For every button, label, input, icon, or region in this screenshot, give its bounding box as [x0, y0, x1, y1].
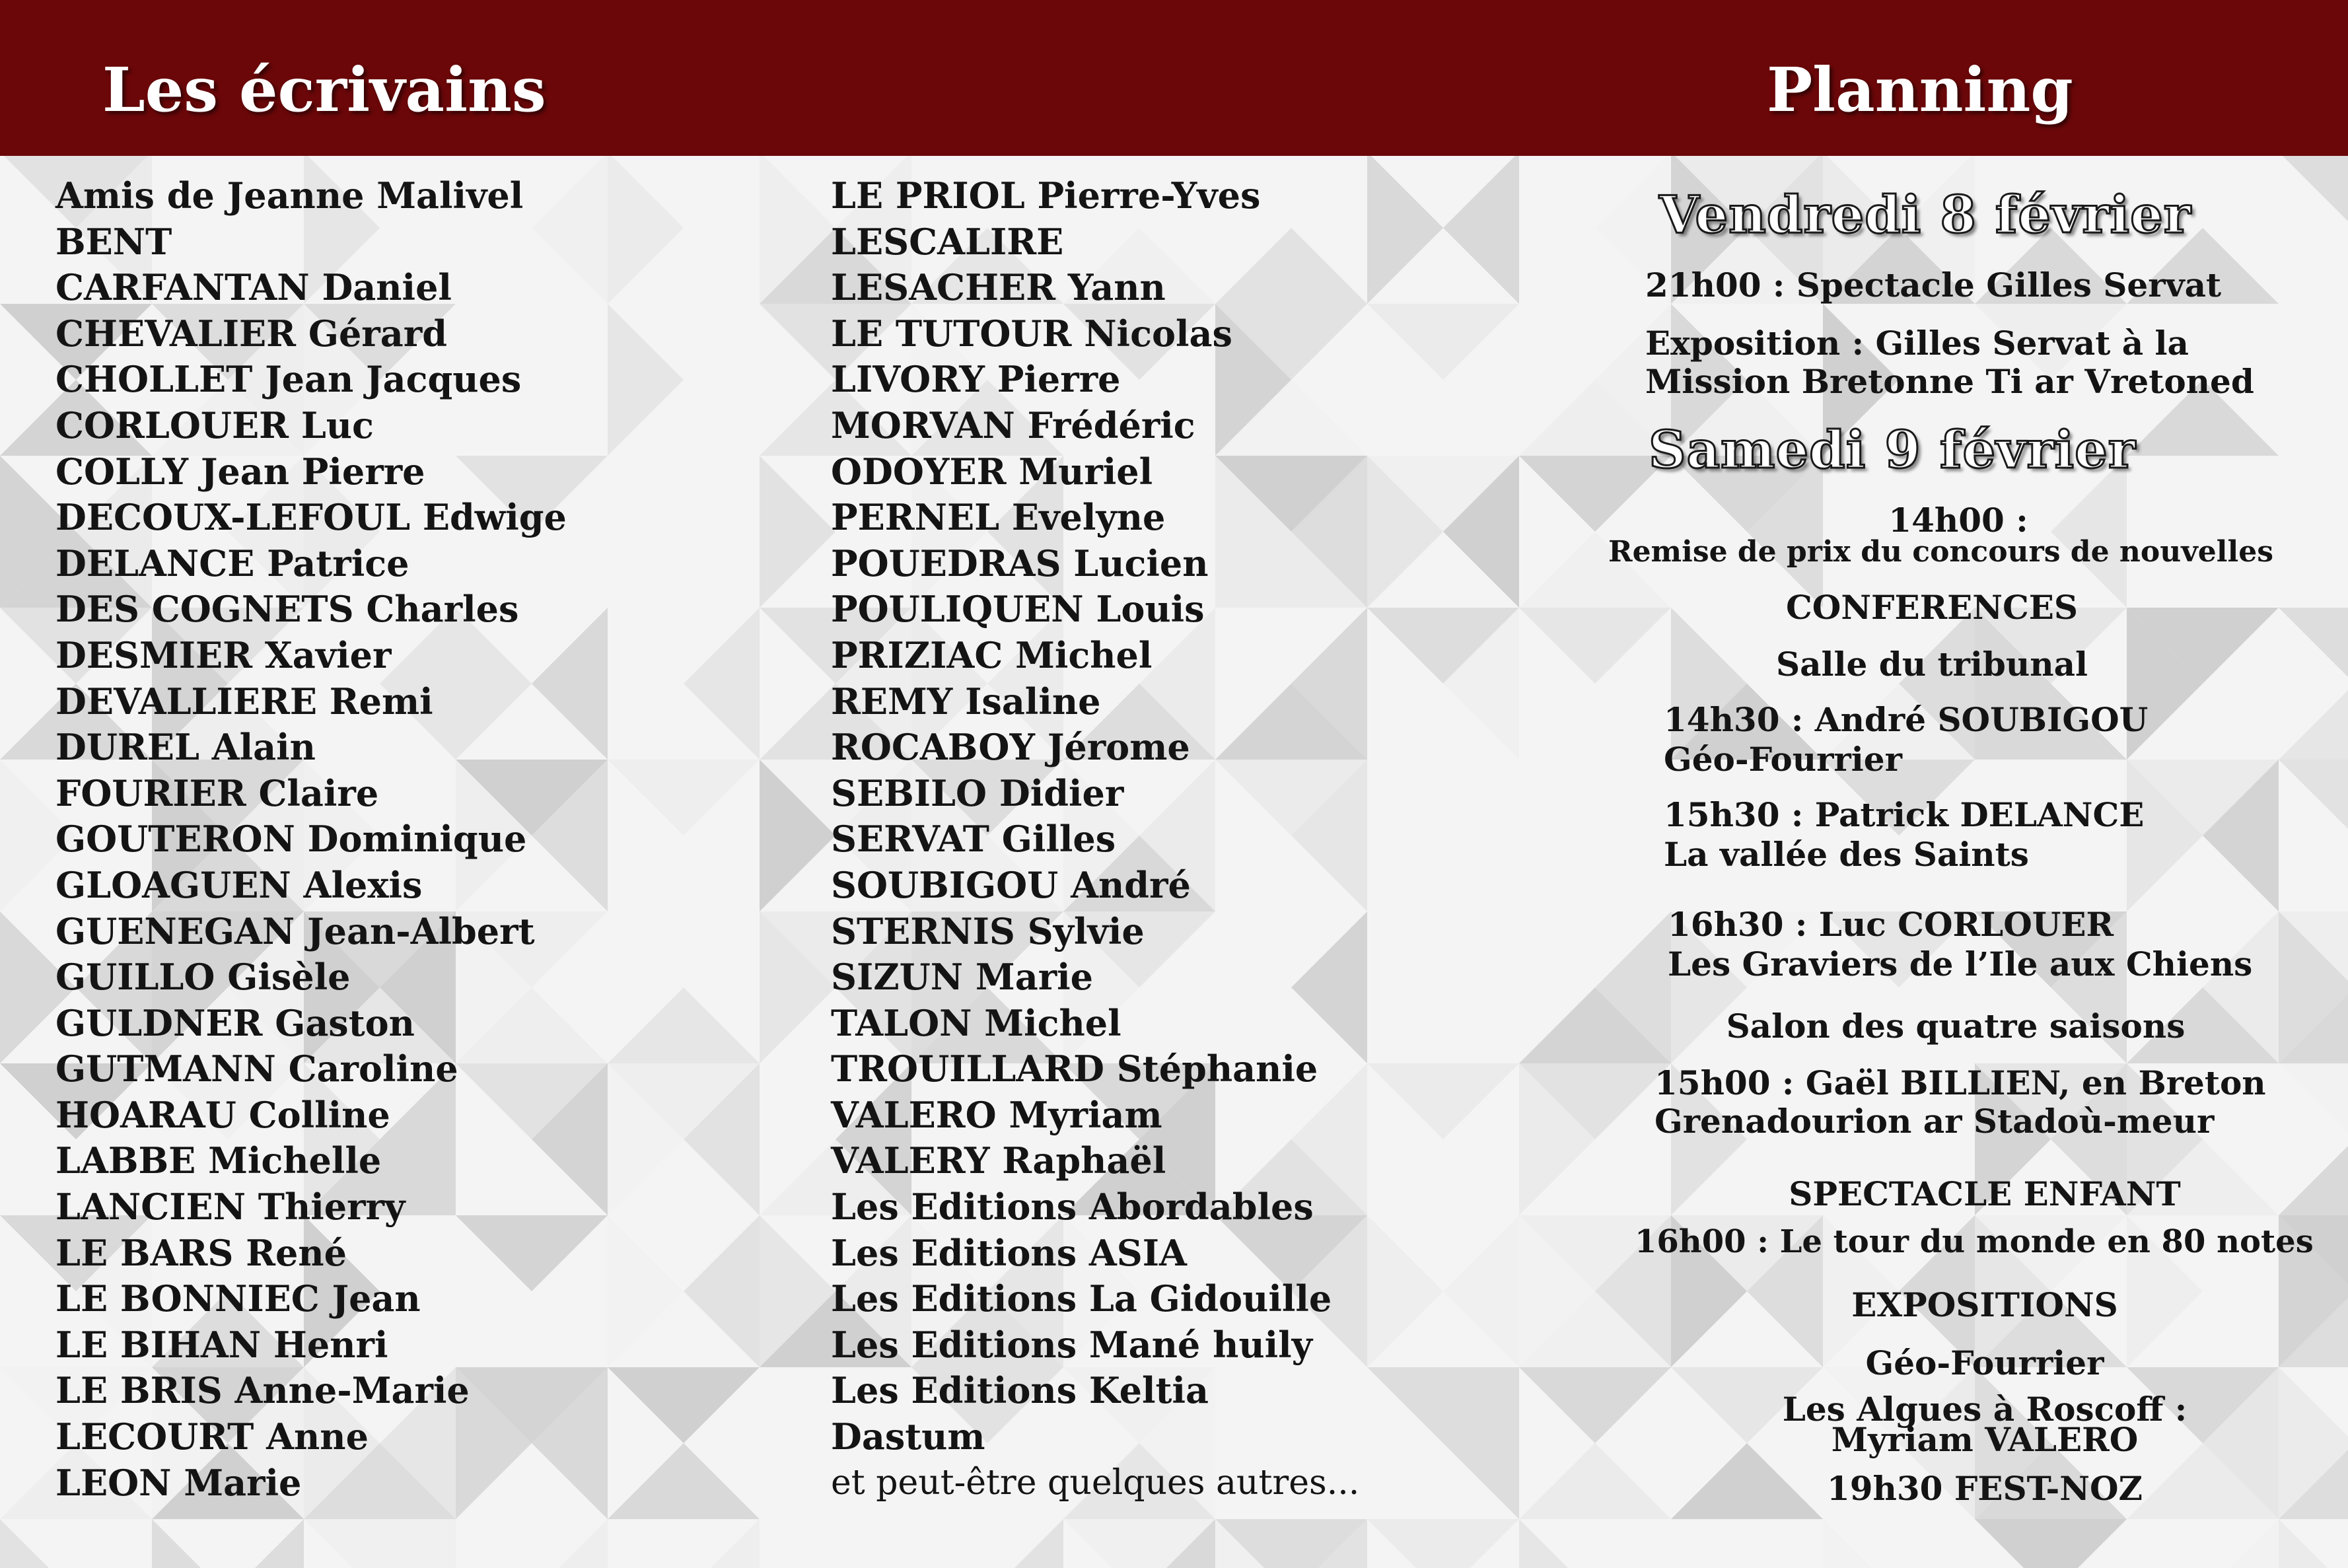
conferences-heading: CONFERENCES [1785, 588, 2079, 627]
saturday-heading: Samedi 9 février [1649, 420, 2136, 480]
writer-name: MORVAN Frédéric [831, 404, 1195, 446]
talk1-line1: 14h30 : André SOUBIGOU [1664, 700, 2149, 739]
writer-name: LE PRIOL Pierre-Yves [831, 174, 1261, 217]
writer-name: LE BRIS Anne-Marie [55, 1369, 470, 1412]
talk3-line2: Les Graviers de l’Ile aux Chiens [1668, 944, 2253, 983]
publisher-name: Dastum [831, 1415, 985, 1458]
writer-name: CHOLLET Jean Jacques [55, 358, 522, 401]
writer-name: POUEDRAS Lucien [831, 542, 1209, 585]
publisher-name: Les Editions Abordables [831, 1186, 1314, 1229]
friday-exhibition-line2: Mission Bretonne Ti ar Vretoned [1645, 362, 2254, 401]
festnoz: 19h30 FEST-NOZ [1826, 1469, 2143, 1508]
publisher-name: Les Editions Mané huily [831, 1323, 1312, 1366]
writer-name: DUREL Alain [55, 726, 316, 769]
writer-name: LANCIEN Thierry [55, 1186, 406, 1229]
writer-name: DES COGNETS Charles [55, 588, 519, 631]
seasons-room: Salon des quatre saisons [1726, 1007, 2186, 1046]
talk3-line1: 16h30 : Luc CORLOUER [1668, 905, 2114, 944]
writer-name: DELANCE Patrice [55, 542, 409, 585]
header-banner [0, 0, 2348, 156]
exhibitions-heading: EXPOSITIONS [1851, 1285, 2118, 1324]
kids-heading: SPECTACLE ENFANT [1789, 1174, 2181, 1213]
exhibit1: Géo-Fourrier [1865, 1343, 2104, 1382]
friday-heading: Vendredi 8 février [1659, 185, 2191, 245]
publisher-name: Les Editions La Gidouille [831, 1277, 1332, 1320]
award-text: Remise de prix du concours de nouvelles [1608, 535, 2273, 569]
writer-name: ROCABOY Jérome [831, 726, 1190, 769]
writer-name: GOUTERON Dominique [55, 818, 527, 861]
writer-name: LECOURT Anne [55, 1415, 369, 1458]
writer-name: LABBE Michelle [55, 1139, 382, 1182]
writer-name: CARFANTAN Daniel [55, 266, 452, 309]
friday-exhibition-line1: Exposition : Gilles Servat à la [1645, 324, 2189, 363]
exhibit2-line1: Les Algues à Roscoff : [1782, 1390, 2188, 1429]
tribunal-room: Salle du tribunal [1776, 645, 2088, 684]
closing-note: et peut-être quelques autres... [831, 1462, 1360, 1503]
writer-name: FOURIER Claire [55, 771, 379, 814]
exhibit2-line2: Myriam VALERO [1831, 1420, 2139, 1459]
writer-name: REMY Isaline [831, 680, 1101, 723]
writer-name: LESACHER Yann [831, 266, 1166, 309]
writer-name: VALERY Raphaël [831, 1139, 1166, 1182]
talk1-line2: Géo-Fourrier [1664, 740, 1902, 779]
writer-name: DECOUX-LEFOUL Edwige [55, 496, 567, 539]
writer-name: SEBILO Didier [831, 771, 1124, 814]
writers-title: Les écrivains [102, 54, 546, 125]
writer-name: PRIZIAC Michel [831, 633, 1153, 676]
writer-name: LEON Marie [55, 1461, 302, 1504]
writers-column-1 [55, 173, 808, 1506]
writer-name: LE BIHAN Henri [55, 1323, 388, 1366]
talk4-line2: Grenadourion ar Stadoù-meur [1654, 1102, 2215, 1141]
writer-name: DEVALLIERE Remi [55, 680, 433, 723]
writer-name: SIZUN Marie [831, 956, 1094, 999]
writer-name: LE BONNIEC Jean [55, 1277, 421, 1320]
writer-name: LE TUTOUR Nicolas [831, 312, 1232, 355]
talk2-line2: La vallée des Saints [1664, 835, 2029, 874]
talk2-line1: 15h30 : Patrick DELANCE [1664, 795, 2145, 834]
writer-name: COLLY Jean Pierre [55, 450, 425, 493]
writer-name: LIVORY Pierre [831, 358, 1121, 401]
writer-name: POULIQUEN Louis [831, 588, 1205, 631]
writer-name: TALON Michel [831, 1001, 1121, 1044]
writer-name: GUTMANN Caroline [55, 1048, 458, 1090]
writer-name: STERNIS Sylvie [831, 909, 1145, 952]
writer-name: PERNEL Evelyne [831, 496, 1166, 539]
writer-name: SOUBIGOU André [831, 863, 1191, 906]
writer-name: LESCALIRE [831, 220, 1064, 263]
publisher-name: Les Editions ASIA [831, 1231, 1187, 1274]
writer-name: ODOYER Muriel [831, 450, 1153, 493]
writer-name: DESMIER Xavier [55, 633, 392, 676]
writer-name: GUILLO Gisèle [55, 956, 351, 999]
writer-name: LE BARS René [55, 1231, 347, 1274]
writer-name: BENT [55, 220, 172, 263]
planning-title: Planning [1767, 54, 2073, 125]
writer-name: GLOAGUEN Alexis [55, 863, 423, 906]
publisher-name: Les Editions Keltia [831, 1369, 1209, 1412]
writer-name: CORLOUER Luc [55, 404, 374, 446]
writers-column-2 [831, 173, 1491, 1506]
writer-name: Amis de Jeanne Malivel [55, 174, 524, 217]
writer-name: TROUILLARD Stéphanie [831, 1048, 1318, 1090]
writer-name: GULDNER Gaston [55, 1001, 415, 1044]
writer-name: HOARAU Colline [55, 1093, 390, 1136]
award-time: 14h00 : [1888, 501, 2028, 540]
writer-name: CHEVALIER Gérard [55, 312, 447, 355]
writer-name: GUENEGAN Jean-Albert [55, 909, 535, 952]
talk4-line1: 15h00 : Gaël BILLIEN, en Breton [1654, 1063, 2266, 1102]
kids-show: 16h00 : Le tour du monde en 80 notes [1635, 1223, 2314, 1260]
writer-name: SERVAT Gilles [831, 818, 1116, 861]
writer-name: VALERO Myriam [831, 1093, 1162, 1136]
friday-show: 21h00 : Spectacle Gilles Servat [1645, 266, 2222, 304]
